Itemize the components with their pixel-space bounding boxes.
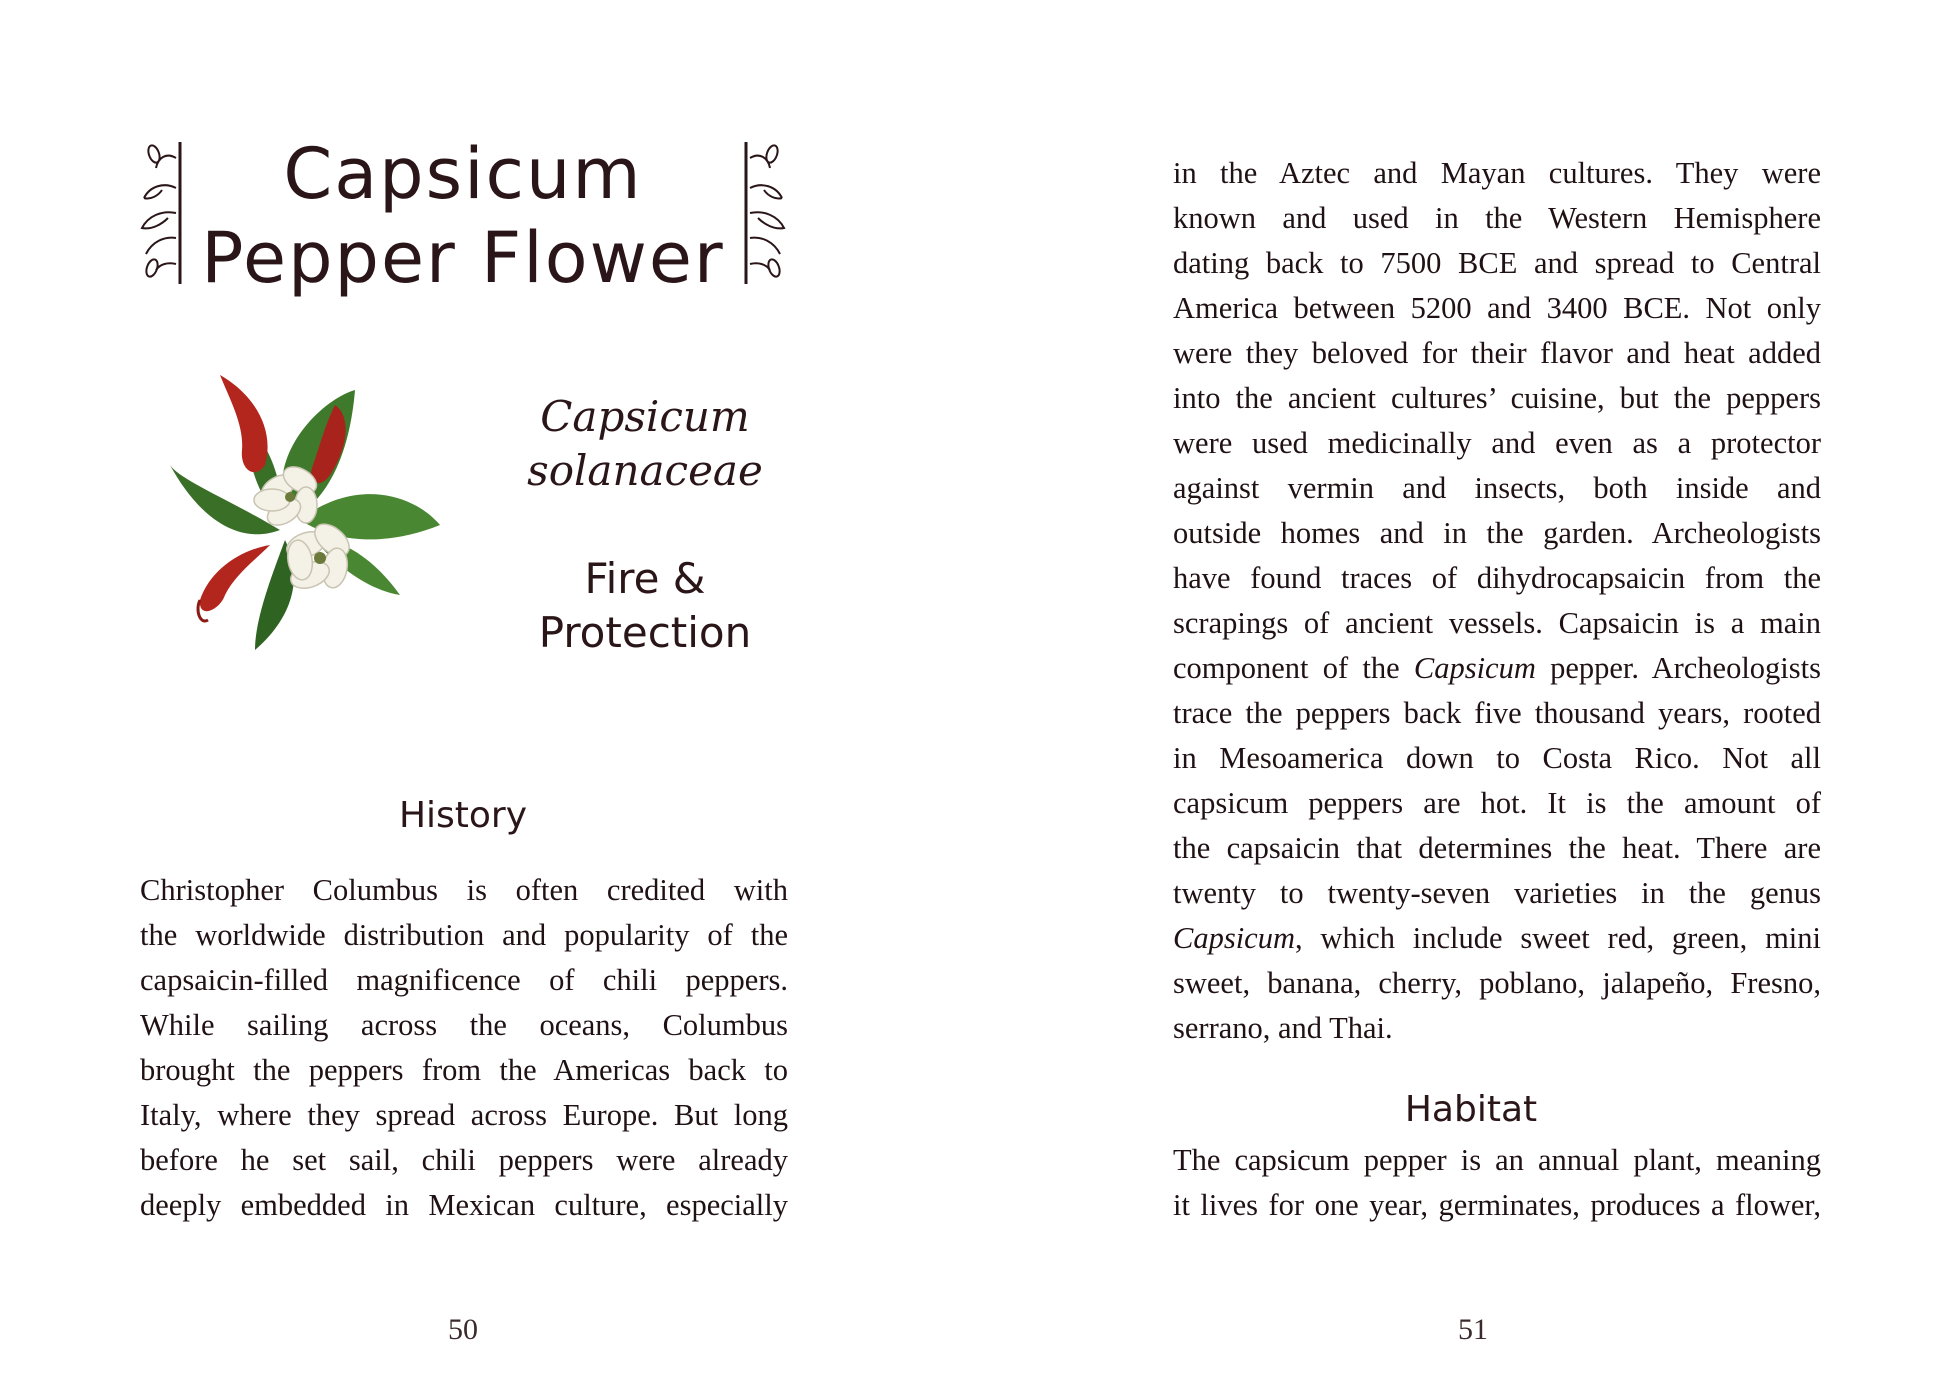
text-line: outside homes and in the garden. Archeologists bbox=[1173, 516, 1821, 550]
text-line: trace the peppers back five thousand years, rooted bbox=[1173, 696, 1821, 730]
text-line: the worldwide distribution and popularity of the bbox=[140, 918, 788, 952]
text-line: dating back to 7500 BCE and spread to Central bbox=[1173, 246, 1821, 280]
text-line: While sailing across the oceans, Columbus bbox=[140, 1008, 788, 1042]
text-line: Christopher Columbus is often credited with bbox=[140, 873, 788, 907]
text-line: The capsicum pepper is an annual plant, meaning bbox=[1173, 1143, 1821, 1177]
text-line: were used medicinally and even as a protector bbox=[1173, 426, 1821, 460]
text-line: have found traces of dihydrocapsaicin from the bbox=[1173, 561, 1821, 595]
floral-ornament-icon bbox=[734, 138, 790, 288]
text-line: into the ancient cultures’ cuisine, but the peppers bbox=[1173, 381, 1821, 415]
text-line: capsicum peppers are hot. It is the amount of bbox=[1173, 786, 1821, 820]
text-line: America between 5200 and 3400 BCE. Not only bbox=[1173, 291, 1821, 325]
page-title-line-2: Pepper Flower bbox=[201, 217, 725, 299]
text-line: in the Aztec and Mayan cultures. They were bbox=[1173, 156, 1821, 190]
text-line bbox=[1173, 650, 1821, 686]
text-line: sweet, banana, cherry, poblano, jalapeño, Fresno, bbox=[1173, 966, 1821, 1000]
history-heading: History bbox=[398, 795, 528, 836]
text-line: were they beloved for their flavor and heat added bbox=[1173, 336, 1821, 370]
text-line: serrano, and Thai. bbox=[1173, 1011, 1393, 1045]
habitat-heading: Habitat bbox=[1404, 1089, 1538, 1130]
theme-line-1: Fire & bbox=[584, 554, 706, 603]
text-line: it lives for one year, germinates, produces a flower, bbox=[1173, 1188, 1821, 1222]
text-line bbox=[1173, 920, 1821, 956]
text-line: scrapings of ancient vessels. Capsaicin is a main bbox=[1173, 606, 1821, 640]
italic-genus-name: Capsicum bbox=[1173, 921, 1295, 955]
text-segment: , which include sweet red, green, mini bbox=[1295, 921, 1821, 955]
text-line: known and used in the Western Hemisphere bbox=[1173, 201, 1821, 235]
text-segment: component of the bbox=[1173, 651, 1400, 685]
text-line: twenty to twenty-seven varieties in the genus bbox=[1173, 876, 1821, 910]
text-line: before he set sail, chili peppers were already bbox=[140, 1143, 788, 1177]
text-segment: pepper. Archeologists bbox=[1550, 651, 1821, 685]
page-number: 51 bbox=[1458, 1313, 1488, 1346]
title-block bbox=[138, 128, 788, 299]
scientific-name-line-1: Capsicum bbox=[540, 392, 750, 441]
text-line: brought the peppers from the Americas back to bbox=[140, 1053, 788, 1087]
text-line: Italy, where they spread across Europe. But long bbox=[140, 1098, 788, 1132]
text-line: capsaicin-filled magnificence of chili peppers. bbox=[140, 963, 788, 997]
right-page bbox=[973, 0, 1946, 1390]
italic-genus-name: Capsicum bbox=[1413, 651, 1536, 685]
text-line: the capsaicin that determines the heat. There are bbox=[1173, 831, 1821, 865]
page-number: 50 bbox=[448, 1313, 478, 1346]
scientific-name-line-2: solanaceae bbox=[527, 446, 763, 495]
chili-pepper-illustration bbox=[160, 370, 460, 660]
theme-line-2: Protection bbox=[538, 608, 752, 657]
text-line: deeply embedded in Mexican culture, especially bbox=[140, 1188, 788, 1222]
text-line: against vermin and insects, both inside and bbox=[1173, 471, 1821, 505]
text-line: in Mesoamerica down to Costa Rico. Not all bbox=[1173, 741, 1821, 775]
page-title-line-1: Capsicum bbox=[283, 133, 643, 215]
